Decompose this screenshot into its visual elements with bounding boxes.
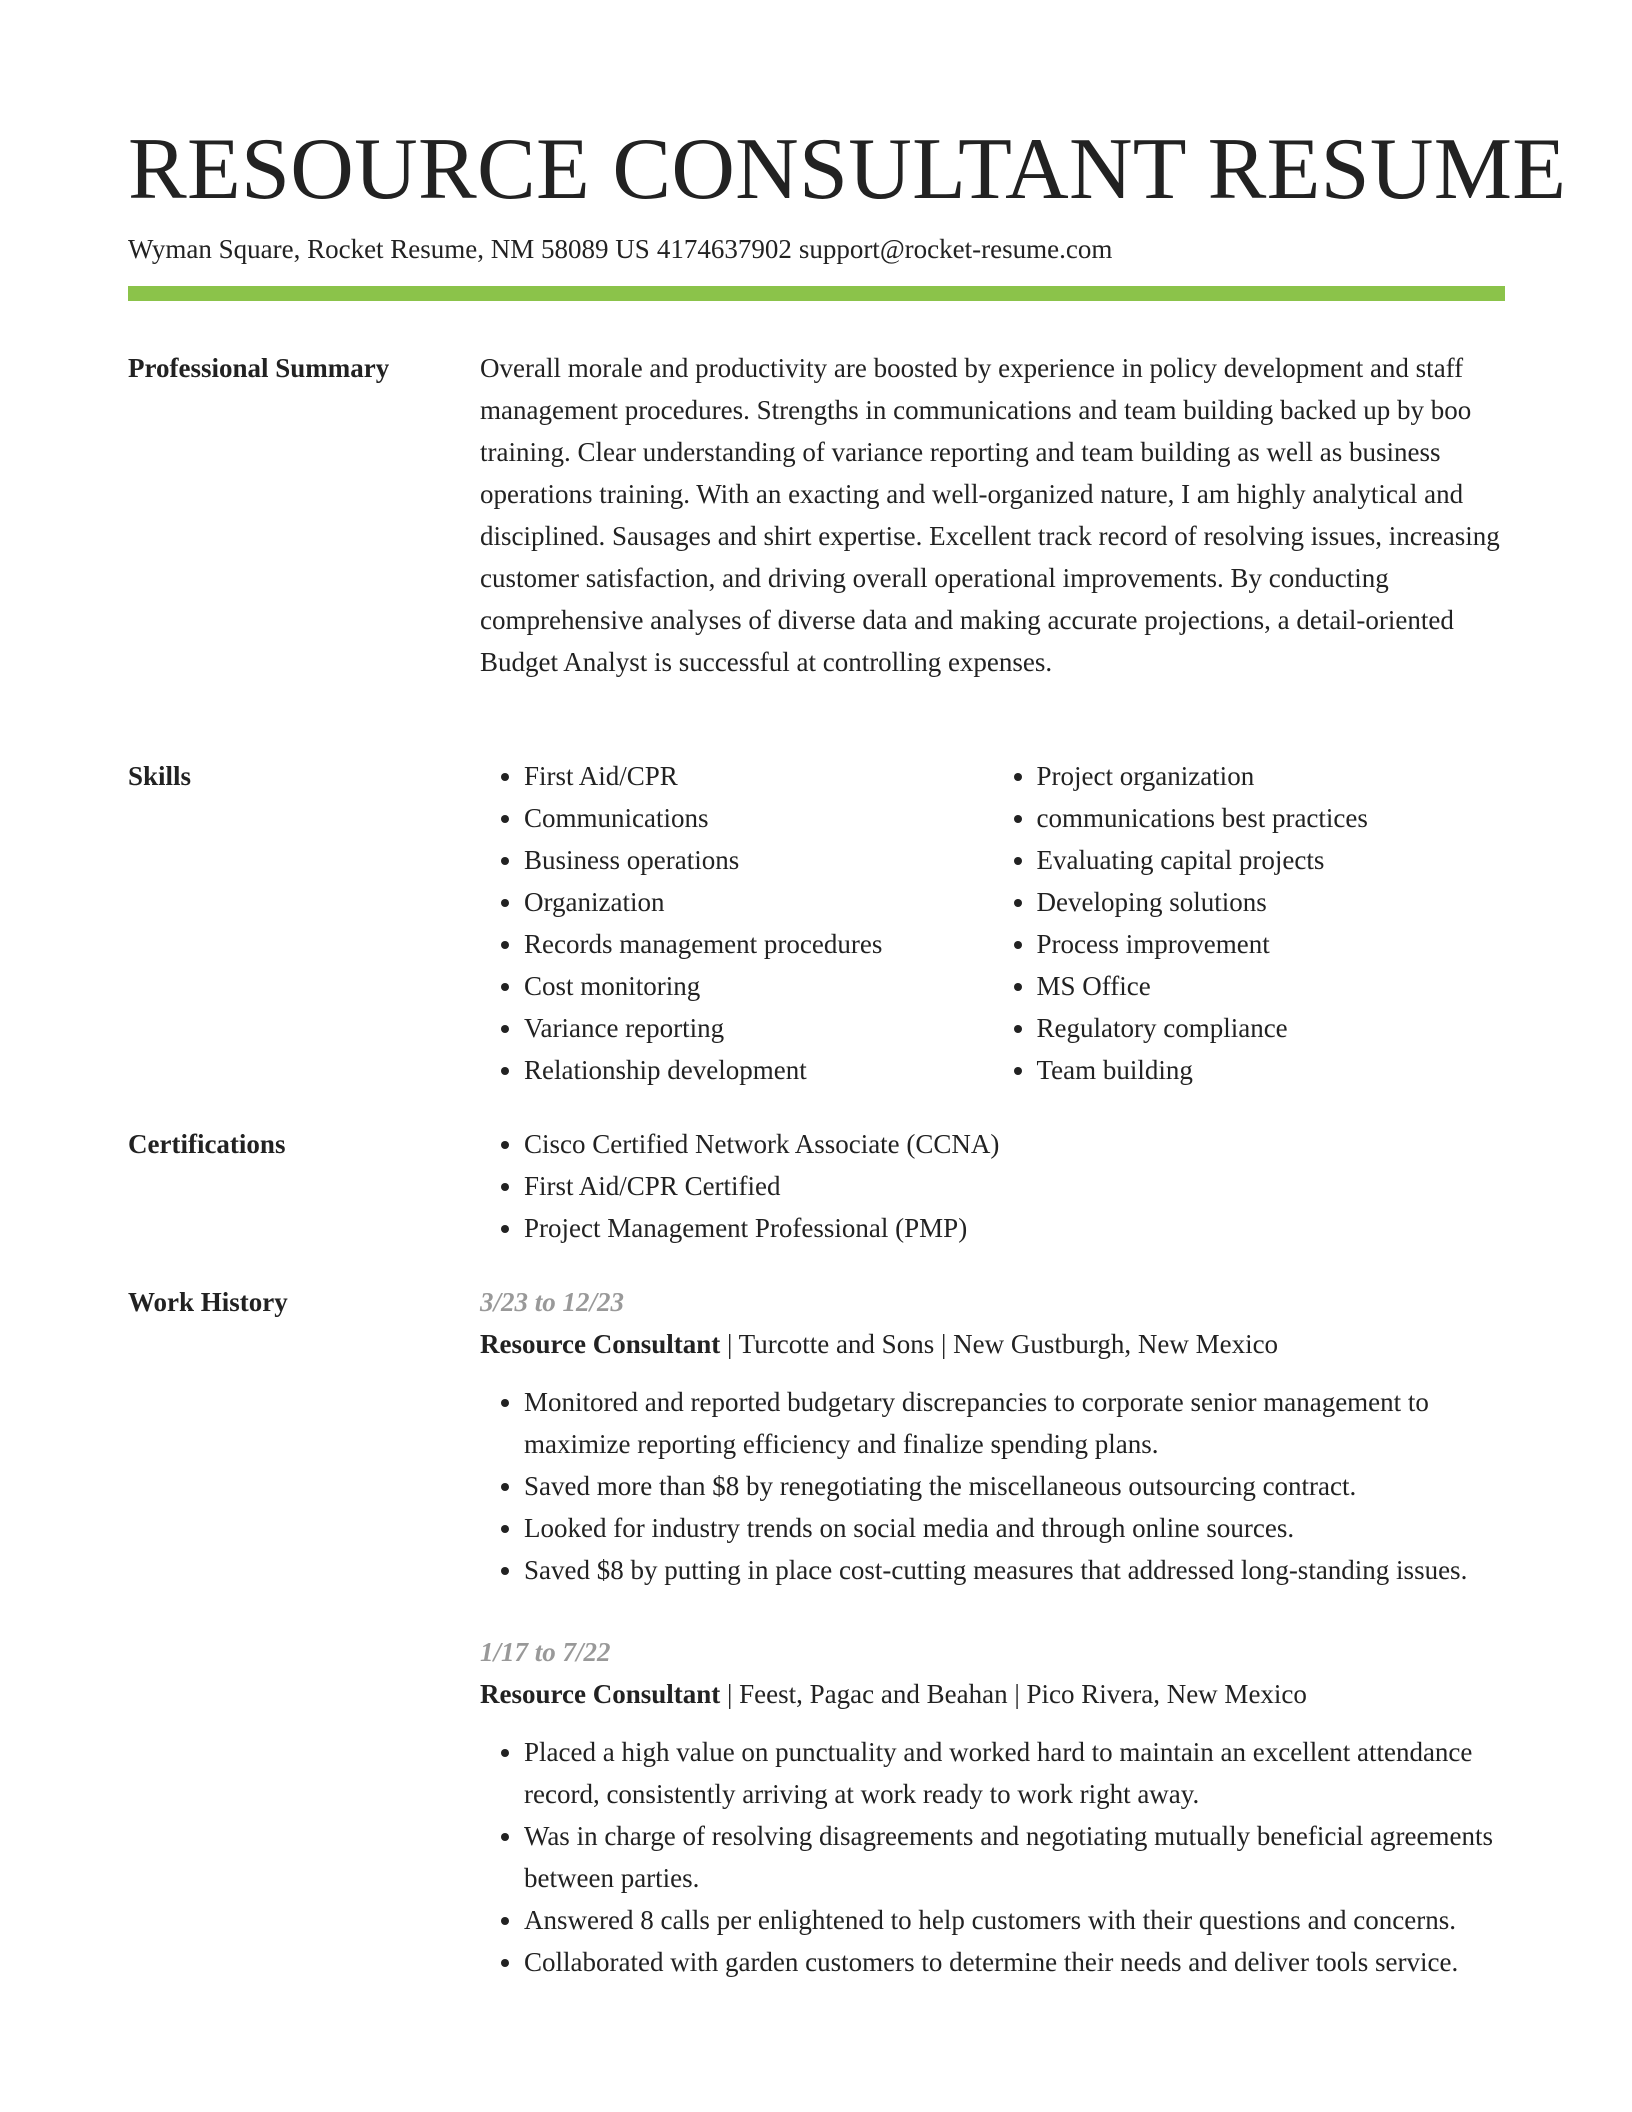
- job-date: 3/23 to 12/23: [480, 1287, 625, 1317]
- job-bullets: [480, 1381, 1505, 1591]
- skill-item: • Project organization: [1037, 755, 1506, 797]
- skill-item: • Relationship development: [524, 1049, 993, 1091]
- skill-item: • communications best practices: [1037, 797, 1506, 839]
- job-bullet: • Placed a high value on punctuality and worked hard to maintain an excellent attendance record, consistently arriving at work ready to work right away.: [524, 1731, 1505, 1815]
- header-divider: [128, 286, 1505, 301]
- contact-address: Wyman Square, Rocket Resume, NM 58089 US: [128, 234, 650, 264]
- summary-label: Professional Summary: [128, 353, 390, 383]
- job-title: Resource Consultant: [480, 1329, 721, 1359]
- job-details: | Feest, Pagac and Beahan | Pico Rivera, New Mexico: [720, 1679, 1307, 1709]
- job-entry: [480, 1281, 1505, 1591]
- summary-body: [480, 347, 1505, 683]
- job-bullets: [480, 1731, 1505, 1983]
- job-bullet: • Saved more than $8 by renegotiating the miscellaneous outsourcing contract.: [524, 1465, 1505, 1507]
- work-history-label: Work History: [128, 1287, 288, 1317]
- resume-title: RESOURCE CONSULTANT RESUME: [128, 121, 1567, 218]
- job-date: 1/17 to 7/22: [480, 1637, 611, 1667]
- certification-item: • Cisco Certified Network Associate (CCNA): [524, 1123, 1505, 1165]
- certifications-body: [480, 1123, 1505, 1249]
- job-details: | Turcotte and Sons | New Gustburgh, New Mexico: [720, 1329, 1279, 1359]
- skill-item: • Communications: [524, 797, 993, 839]
- job-bullet: • Monitored and reported budgetary discrepancies to corporate senior management to maximize reporting efficiency and finalize spending plans.: [524, 1381, 1505, 1465]
- skill-item: • Team building: [1037, 1049, 1506, 1091]
- skill-item: • MS Office: [1037, 965, 1506, 1007]
- skill-item: • Variance reporting: [524, 1007, 993, 1049]
- skills-label: Skills: [128, 761, 192, 791]
- contact-email: support@rocket-resume.com: [798, 234, 1113, 264]
- certification-item: • First Aid/CPR Certified: [524, 1165, 1505, 1207]
- skill-item: • Process improvement: [1037, 923, 1506, 965]
- job-title: Resource Consultant: [480, 1679, 721, 1709]
- contact-line: [128, 232, 1112, 266]
- job-entry: [480, 1631, 1505, 1983]
- skill-item: • Organization: [524, 881, 993, 923]
- job-bullet: • Answered 8 calls per enlightened to help customers with their questions and concerns.: [524, 1899, 1505, 1941]
- skill-item: • Business operations: [524, 839, 993, 881]
- job-heading: [480, 1323, 1505, 1365]
- skills-column-2: [993, 755, 1506, 1091]
- skill-item: • Developing solutions: [1037, 881, 1506, 923]
- skill-item: • Evaluating capital projects: [1037, 839, 1506, 881]
- skill-item: • First Aid/CPR: [524, 755, 993, 797]
- job-bullet: • Looked for industry trends on social media and through online sources.: [524, 1507, 1505, 1549]
- skill-item: • Regulatory compliance: [1037, 1007, 1506, 1049]
- certification-item: • Project Management Professional (PMP): [524, 1207, 1505, 1249]
- summary-text: Overall morale and productivity are boosted by experience in policy development and staff management procedures. Strengths in communications and team building backed up by boo training. Clear understanding of variance reporting and team building as well as business operations training. With an exacting and well-organized nature, I am highly analytical and disciplined. Sausages and shirt expertise. Excellent track record of resolving issues, increasing customer satisfaction, and driving overall operational improvements. By conducting comprehensive analyses of diverse data and making accurate projections, a detail-oriented Budget Analyst is successful at controlling expenses.: [480, 353, 1500, 677]
- job-bullet: • Saved $8 by putting in place cost-cutting measures that addressed long-standing issues.: [524, 1549, 1505, 1591]
- skills-body: [480, 755, 1505, 1091]
- contact-phone: 4174637902: [656, 234, 792, 264]
- skill-item: • Cost monitoring: [524, 965, 993, 1007]
- job-bullet: • Collaborated with garden customers to determine their needs and deliver tools service.: [524, 1941, 1505, 1983]
- job-heading: [480, 1673, 1505, 1715]
- certifications-list: [480, 1123, 1505, 1249]
- work-history-body: [480, 1281, 1505, 1983]
- certifications-label: Certifications: [128, 1129, 286, 1159]
- skill-item: • Records management procedures: [524, 923, 993, 965]
- skills-column-1: [480, 755, 993, 1091]
- job-bullet: • Was in charge of resolving disagreements and negotiating mutually beneficial agreements between parties.: [524, 1815, 1505, 1899]
